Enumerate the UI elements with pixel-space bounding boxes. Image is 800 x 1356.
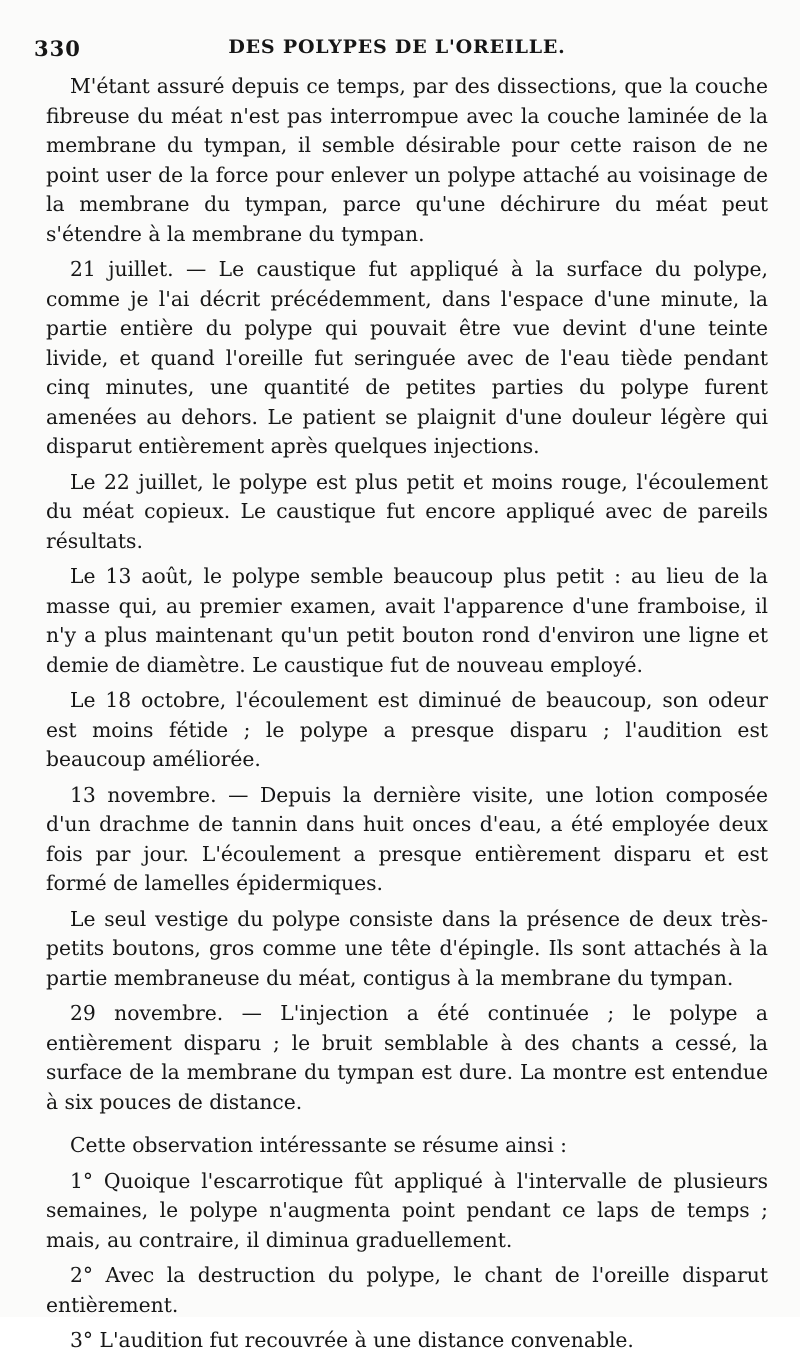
paragraph: Le seul vestige du polype consiste dans la présence de deux très-petits boutons, gros comme une tête d'épingle. Ils sont attachés à la partie membraneuse du méat, contigus à la membrane du tympan.: [46, 906, 768, 990]
summary-point: 1° Quoique l'escarrotique fût appliqué à l'intervalle de plusieurs semaines, le polype n'augmenta point pendant ce laps de temps ; mais, au contraire, il diminua graduellement.: [46, 1168, 768, 1252]
running-head: DES POLYPES DE L'OREILLE.: [228, 36, 566, 58]
summary-point: 2° Avec la destruction du polype, le chant de l'oreille disparut entièrement.: [46, 1263, 768, 1317]
paragraph: M'étant assuré depuis ce temps, par des dissections, que la couche fibreuse du méat n'est pas interrompue avec la couche laminée de la membrane du tympan, il semble désirable pour cette raison de ne point user de la force pour enlever un polype attaché au voisinage de la membrane du tympan, parce qu'une déchirure du méat peut s'étendre à la membrane du tympan.: [46, 74, 768, 246]
page-header: [34, 36, 760, 66]
paragraph: Le 18 octobre, l'écoulement est diminué de beaucoup, son odeur est moins fétide ; le polype a presque disparu ; l'audition est beaucoup améliorée.: [46, 688, 768, 771]
paragraph: 21 juillet. — Le caustique fut appliqué à la surface du polype, comme je l'ai décrit précédemment, dans l'espace d'une minute, la partie entière du polype qui pouvait être vue devint d'une teinte livide, et quand l'oreille fut seringuée avec de l'eau tiède pendant cinq minutes, une quantité de petites parties du polype furent amenées au dehors. Le patient se plaignit d'une douleur légère qui disparut entièrement après quelques injections.: [46, 257, 768, 458]
paragraph: 13 novembre. — Depuis la dernière visite, une lotion composée d'un drachme de tannin dans huit onces d'eau, a été employée deux fois par jour. L'écoulement a presque entièrement disparu et est formé de lamelles épidermiques.: [46, 782, 768, 895]
body-text: [46, 72, 768, 1356]
page-number: 330: [34, 36, 81, 61]
summary-intro: Cette observation intéressante se résume ainsi :: [70, 1133, 567, 1157]
paragraph: 29 novembre. — L'injection a été continuée ; le polype a entièrement disparu ; le bruit semblable à des chants a cessé, la surface de la membrane du tympan est dure. La montre est entendue à six pouces de distance.: [46, 1001, 768, 1114]
paragraph: Le 22 juillet, le polype est plus petit et moins rouge, l'écoulement du méat copieux. Le caustique fut encore appliqué avec de pareils résultats.: [46, 469, 768, 553]
summary-point: 3° L'audition fut recouvrée à une distance convenable.: [70, 1328, 634, 1352]
paragraph: Le 13 août, le polype semble beaucoup plus petit : au lieu de la masse qui, au premier examen, avait l'apparence d'une framboise, il n'y a plus maintenant qu'un petit bouton rond d'environ une ligne et demie de diamètre. Le caustique fut de nouveau employé.: [46, 564, 768, 677]
